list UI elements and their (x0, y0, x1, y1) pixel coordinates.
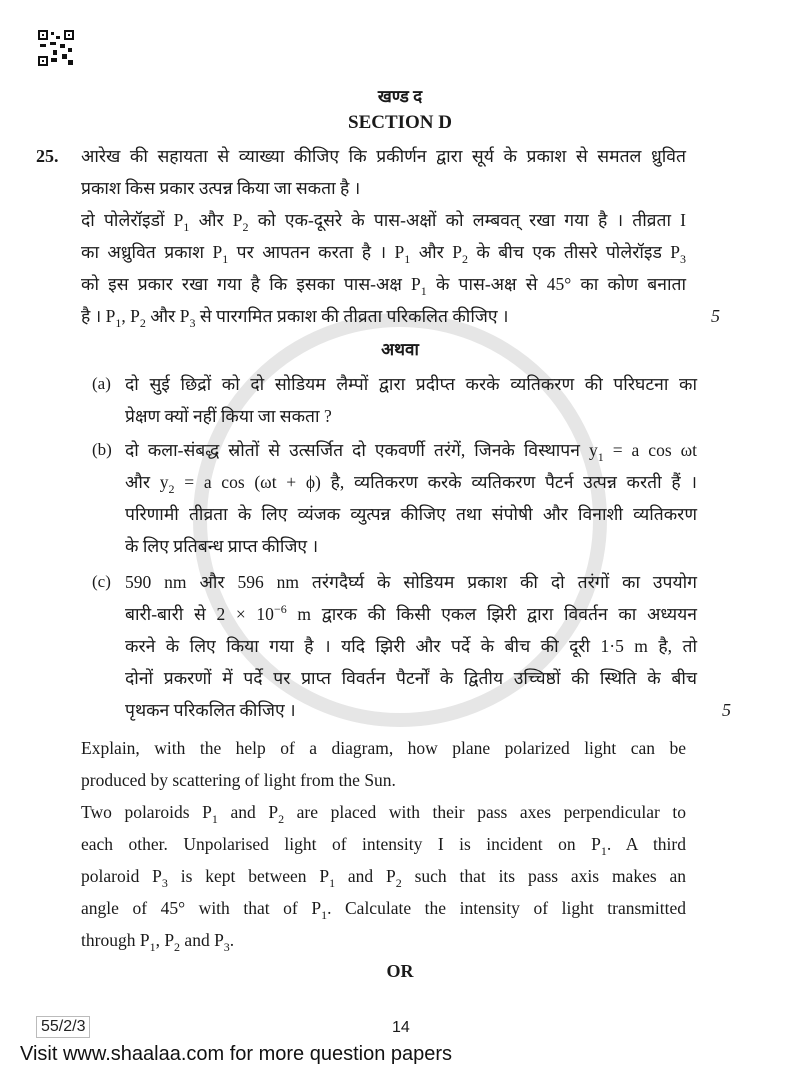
text-segment: को एक-दूसरे के पास-अक्षों को लम्बवत् रखा गया है । तीव्रता I (248, 210, 686, 230)
text-segment: . Calculate the intensity of light transmitted (327, 898, 686, 918)
section-title-english: SECTION D (348, 112, 452, 133)
text-segment: और P (410, 242, 462, 262)
subscript: 1 (600, 844, 607, 858)
subscript: 2 (174, 940, 181, 954)
text-segment: और P (189, 210, 243, 230)
subscript: 1 (183, 220, 190, 234)
text-line (81, 204, 686, 236)
text-line (81, 764, 686, 796)
text-segment: प्रकाश किस प्रकार उत्पन्न किया जा सकता है । (81, 178, 361, 198)
text-line (125, 598, 697, 630)
text-segment: m द्वारक की किसी एकल झिरी द्वारा विवर्तन का अध्ययन (286, 604, 697, 624)
text-segment: and P (335, 866, 396, 886)
or-heading-hindi: अथवा (381, 340, 419, 359)
text-line (125, 498, 697, 530)
subscript: 1 (149, 940, 156, 954)
text-line (125, 400, 697, 432)
subscript: 2 (278, 812, 285, 826)
text-line (125, 434, 697, 466)
text-segment: are placed with their pass axes perpendicular to (284, 802, 686, 822)
text-line (81, 828, 686, 860)
section-title-hindi: खण्ड द (377, 87, 423, 106)
subscript: 3 (189, 316, 196, 330)
text-segment: दो पोलेरॉइडों P (81, 210, 184, 230)
text-segment: 590 nm और 596 nm तरंगदैर्घ्य के सोडियम प्रकाश की दो तरंगों का उपयोग (125, 572, 697, 592)
text-segment: पृथकन परिकलित कीजिए । (125, 700, 296, 720)
or-heading-english: OR (386, 961, 414, 981)
text-line (81, 732, 686, 764)
text-segment: . (229, 930, 235, 950)
part-label: (a) (92, 374, 111, 393)
text-line (125, 694, 697, 726)
text-segment: = a cos ωt (603, 440, 697, 460)
text-segment: , P (155, 930, 175, 950)
part-label: (c) (92, 572, 111, 591)
text-line (81, 140, 686, 172)
text-segment: के बीच एक तीसरे पोलेरॉइड P (467, 242, 681, 262)
text-line (125, 566, 697, 598)
subscript: 1 (420, 284, 427, 298)
text-segment: , P (121, 306, 140, 326)
text-segment: produced by scattering of light from the Sun. (81, 770, 396, 790)
marks: 5 (711, 306, 720, 326)
subscript: 2 (139, 316, 146, 330)
text-segment: Two polaroids P (81, 802, 212, 822)
part-b (92, 434, 800, 562)
text-line (81, 796, 686, 828)
text-line (125, 466, 697, 498)
footer (0, 1016, 800, 1076)
text-segment: और y (125, 472, 169, 492)
subscript: 3 (680, 252, 687, 266)
paper-code: 55/2/3 (36, 1016, 90, 1038)
text-segment: के लिए प्रतिबन्ध प्राप्त कीजिए । (125, 536, 319, 556)
part-label: (b) (92, 440, 112, 459)
subscript: 2 (461, 252, 468, 266)
subscript: 1 (222, 252, 229, 266)
text-segment: से पारगमित प्रकाश की तीव्रता परिकलित कीजिए । (195, 306, 509, 326)
text-segment: Explain, with the help of a diagram, how plane polarized light can be (81, 738, 686, 758)
subscript: 1 (404, 252, 411, 266)
text-line (81, 892, 686, 924)
text-segment: such that its pass axis makes an (401, 866, 686, 886)
text-segment: = a cos (ωt + ϕ) है, व्यतिकरण करके व्यतिकरण पैटर्न उत्पन्न करती हैं । (174, 472, 698, 492)
page-number: 14 (392, 1019, 410, 1036)
text-segment: . A third (606, 834, 687, 854)
text-segment: दोनों प्रकरणों में पर्दे पर प्राप्त विवर्तन पैटर्नों के द्वितीय उच्चिष्ठों की स्थिति के बीच (125, 668, 697, 688)
text-segment: करने के लिए किया गया है । यदि झिरी और पर्दे के बीच की दूरी 1·5 m है, तो (125, 636, 697, 656)
subscript: 3 (161, 876, 168, 890)
text-segment: and P (217, 802, 279, 822)
text-line (81, 924, 686, 956)
text-segment: पर आपतन करता है । P (228, 242, 405, 262)
text-line (81, 860, 686, 892)
superscript: −6 (273, 602, 287, 616)
text-line (125, 662, 697, 694)
text-segment: बारी-बारी से 2 × 10 (125, 604, 274, 624)
subscript: 2 (168, 482, 175, 496)
question-block (0, 140, 800, 332)
question-number: 25. (36, 146, 59, 166)
subscript: 1 (321, 908, 328, 922)
text-segment: आरेख की सहायता से व्याख्या कीजिए कि प्रकीर्णन द्वारा सूर्य के प्रकाश से समतल ध्रुवित (81, 146, 686, 166)
text-line (81, 236, 686, 268)
subscript: 2 (242, 220, 249, 234)
text-line (81, 268, 686, 300)
text-segment: and P (180, 930, 224, 950)
marks: 5 (722, 700, 731, 720)
text-segment: angle of 45° with that of P (81, 898, 322, 918)
text-segment: प्रेक्षण क्यों नहीं किया जा सकता ? (125, 406, 332, 426)
subscript: 1 (597, 450, 604, 464)
text-segment: परिणामी तीव्रता के लिए व्यंजक व्युत्पन्न कीजिए तथा संपोषी और विनाशी व्यतिकरण (125, 504, 697, 524)
text-segment: is kept between P (167, 866, 330, 886)
english-block (0, 732, 800, 956)
text-line (81, 300, 686, 332)
qr-code (38, 30, 74, 66)
subscript: 2 (395, 876, 402, 890)
text-segment: दो कला-संबद्ध स्रोतों से उत्सर्जित दो एकवर्णी तरंगें, जिनके विस्थापन y (125, 440, 598, 460)
subscript: 3 (223, 940, 230, 954)
visit-link[interactable]: Visit www.shaalaa.com for more question papers (20, 1043, 453, 1065)
part-a (92, 368, 800, 432)
text-segment: के पास-अक्ष से 45° का कोण बनाता (426, 274, 686, 294)
text-segment: दो सुई छिद्रों को दो सोडियम लैम्पों द्वारा प्रदीप्त करके व्यतिकरण की परिघटना का (125, 374, 697, 394)
text-segment: और P (145, 306, 190, 326)
text-line (125, 530, 697, 562)
part-c (92, 566, 800, 726)
text-segment: का अध्रुवित प्रकाश P (81, 242, 223, 262)
text-line (125, 630, 697, 662)
text-segment: each other. Unpolarised light of intensity I is incident on P (81, 834, 601, 854)
subscript: 1 (329, 876, 336, 890)
text-line (81, 172, 686, 204)
text-segment: को इस प्रकार रखा गया है कि इसका पास-अक्ष P (81, 274, 421, 294)
text-segment: है । P (81, 306, 116, 326)
text-line (125, 368, 697, 400)
text-segment: through P (81, 930, 150, 950)
subscript: 1 (211, 812, 218, 826)
text-segment: polaroid P (81, 866, 162, 886)
subscript: 1 (115, 316, 122, 330)
